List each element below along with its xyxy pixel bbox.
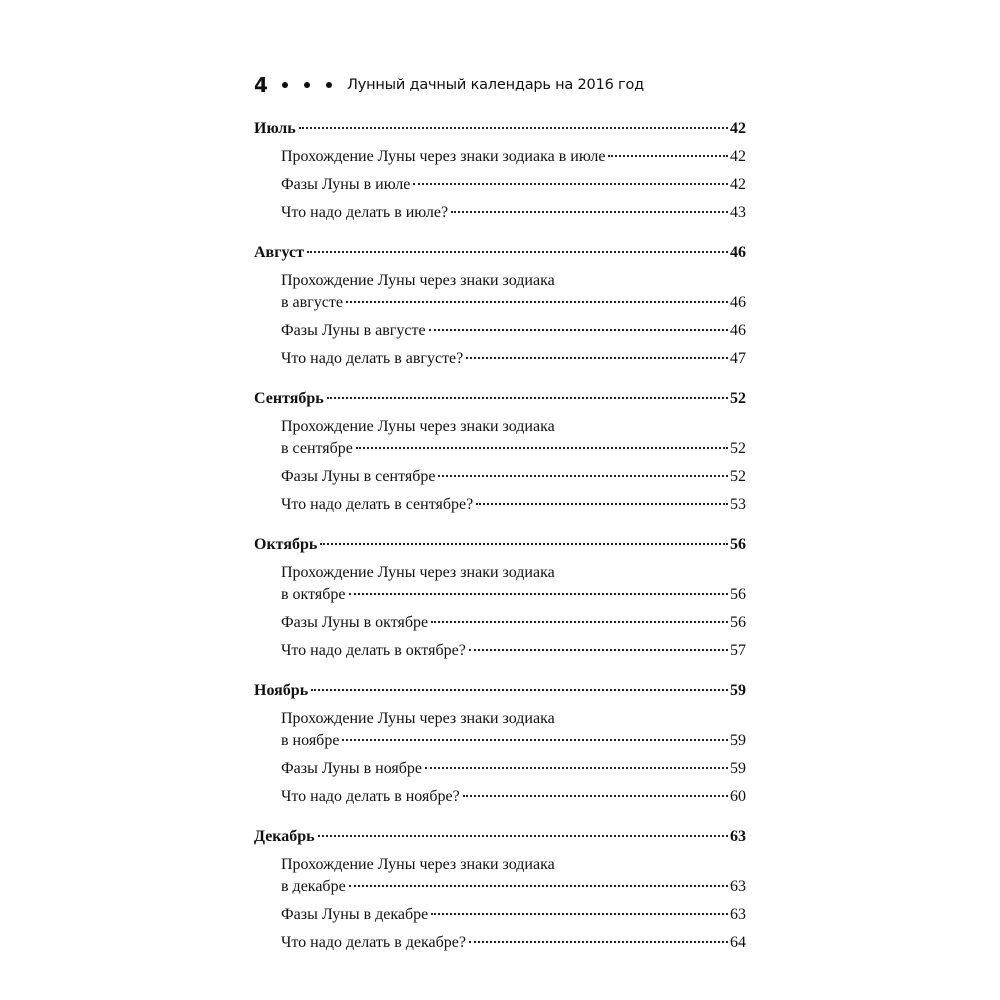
dot-leader [349, 885, 728, 887]
page-ref: 52 [730, 440, 746, 457]
toc-transit-entry-line1[interactable] [254, 272, 746, 294]
dot-leader [342, 739, 728, 741]
toc-transit-entry-line2[interactable] [254, 440, 746, 468]
month-title: Октябрь [254, 536, 318, 553]
toc-month-entry[interactable] [254, 390, 746, 418]
page-ref: 46 [730, 244, 746, 261]
entry-title: Фазы Луны в ноябре [281, 760, 422, 777]
toc-section-august [254, 244, 746, 378]
entry-title: Прохождение Луны через знаки зодиака [281, 856, 555, 873]
toc-transit-entry-line1[interactable] [254, 856, 746, 878]
month-title: Август [254, 244, 304, 261]
entry-title-cont: в сентябре [281, 440, 353, 457]
page-ref: 42 [730, 148, 746, 165]
toc-month-entry[interactable] [254, 682, 746, 710]
toc-section-november [254, 682, 746, 816]
month-title: Сентябрь [254, 390, 324, 407]
entry-title: Прохождение Луны через знаки зодиака [281, 418, 555, 435]
toc-transit-entry-line2[interactable] [254, 732, 746, 760]
toc-transit-entry-line1[interactable] [254, 418, 746, 440]
dot-leader [476, 503, 728, 505]
page-ref: 59 [730, 732, 746, 749]
toc-transit-entry-line1[interactable] [254, 710, 746, 732]
dot-leader [429, 329, 728, 331]
page-ref: 43 [730, 204, 746, 221]
entry-title: Что надо делать в августе? [281, 350, 464, 367]
toc-section-october [254, 536, 746, 670]
toc-phases-entry[interactable] [254, 906, 746, 934]
toc-todo-entry[interactable] [254, 642, 746, 670]
toc-transit-entry[interactable] [254, 148, 746, 176]
page-ref: 59 [730, 760, 746, 777]
toc-transit-entry-line2[interactable] [254, 586, 746, 614]
toc-todo-entry[interactable] [254, 350, 746, 378]
dot-leader [311, 689, 728, 691]
running-title: Лунный дачный календарь на 2016 год [347, 77, 644, 93]
toc-section-july [254, 120, 746, 232]
dot-icon [282, 82, 288, 88]
toc-todo-entry[interactable] [254, 496, 746, 524]
entry-title: Что надо делать в ноябре? [281, 788, 460, 805]
toc-month-entry[interactable] [254, 536, 746, 564]
toc-month-entry[interactable] [254, 244, 746, 272]
toc-month-entry[interactable] [254, 120, 746, 148]
entry-title-cont: в октябре [281, 586, 346, 603]
page-ref: 60 [730, 788, 746, 805]
dot-leader [349, 593, 729, 595]
page-ref: 57 [730, 642, 746, 659]
toc-phases-entry[interactable] [254, 176, 746, 204]
entry-title-cont: в ноябре [281, 732, 340, 749]
page-ref: 63 [730, 878, 746, 895]
page-ref: 46 [730, 322, 746, 339]
page-number: 4 [254, 73, 268, 97]
page-ref: 53 [730, 496, 746, 513]
dot-leader [320, 543, 728, 545]
dot-leader [356, 447, 728, 449]
page-ref: 42 [730, 176, 746, 193]
toc-todo-entry[interactable] [254, 934, 746, 962]
dot-leader [469, 649, 728, 651]
page-ref: 52 [730, 468, 746, 485]
toc-transit-entry-line2[interactable] [254, 294, 746, 322]
entry-title: Фазы Луны в октябре [281, 614, 429, 631]
dot-leader [463, 795, 728, 797]
toc-transit-entry-line2[interactable] [254, 878, 746, 906]
dot-leader [425, 767, 728, 769]
page-ref: 56 [730, 536, 746, 553]
page-ref: 52 [730, 390, 746, 407]
toc-transit-entry-line1[interactable] [254, 564, 746, 586]
dot-leader [469, 941, 728, 943]
entry-title: Что надо делать в декабре? [281, 934, 466, 951]
page-ref: 56 [730, 586, 746, 603]
page-ref: 63 [730, 828, 746, 845]
entry-title: Прохождение Луны через знаки зодиака [281, 564, 555, 581]
entry-title: Что надо делать в октябре? [281, 642, 466, 659]
dot-icon [304, 82, 310, 88]
entry-title: Прохождение Луны через знаки зодиака [281, 710, 555, 727]
ornament-dots [282, 82, 332, 88]
page-ref: 63 [730, 906, 746, 923]
page-ref: 59 [730, 682, 746, 699]
running-head [254, 70, 746, 100]
entry-title: Фазы Луны в декабре [281, 906, 429, 923]
toc-todo-entry[interactable] [254, 788, 746, 816]
toc-page [254, 70, 746, 974]
toc-section-september [254, 390, 746, 524]
toc-phases-entry[interactable] [254, 760, 746, 788]
dot-leader [451, 211, 728, 213]
dot-leader [466, 357, 728, 359]
month-title: Декабрь [254, 828, 315, 845]
page-ref: 47 [730, 350, 746, 367]
entry-title: Прохождение Луны через знаки зодиака [281, 272, 555, 289]
entry-title: Что надо делать в июле? [281, 204, 449, 221]
toc-section-december [254, 828, 746, 962]
page-ref: 42 [730, 120, 746, 137]
entry-title: Что надо делать в сентябре? [281, 496, 474, 513]
dot-leader [318, 835, 728, 837]
dot-icon [326, 82, 332, 88]
month-title: Ноябрь [254, 682, 309, 699]
toc-phases-entry[interactable] [254, 614, 746, 642]
toc-month-entry[interactable] [254, 828, 746, 856]
page-ref: 46 [730, 294, 746, 311]
entry-title: Фазы Луны в сентябре [281, 468, 436, 485]
page-ref: 56 [730, 614, 746, 631]
toc-phases-entry[interactable] [254, 322, 746, 350]
entry-title: Фазы Луны в июле [281, 176, 411, 193]
dot-leader [438, 475, 728, 477]
entry-title: Прохождение Луны через знаки зодиака в июле [281, 148, 606, 165]
toc-phases-entry[interactable] [254, 468, 746, 496]
dot-leader [307, 251, 728, 253]
dot-leader [431, 913, 728, 915]
page-ref: 64 [730, 934, 746, 951]
month-title: Июль [254, 120, 296, 137]
dot-leader [608, 155, 728, 157]
dot-leader [299, 127, 728, 129]
entry-title: Фазы Луны в августе [281, 322, 426, 339]
entry-title-cont: в декабре [281, 878, 346, 895]
toc-todo-entry[interactable] [254, 204, 746, 232]
dot-leader [346, 301, 728, 303]
dot-leader [413, 183, 728, 185]
entry-title-cont: в августе [281, 294, 343, 311]
dot-leader [327, 397, 728, 399]
dot-leader [431, 621, 728, 623]
